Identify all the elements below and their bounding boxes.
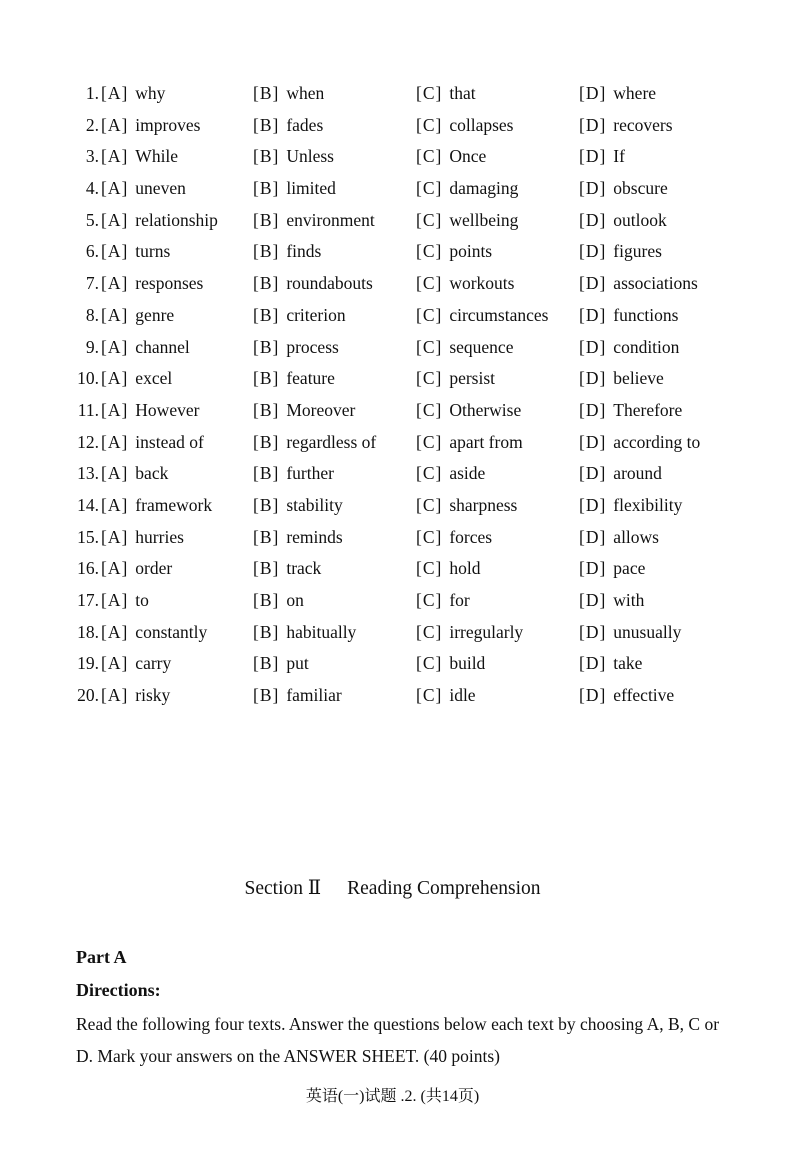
option-letter: [A] [101,146,129,167]
option-b [253,141,334,173]
option-word: where [613,83,657,103]
option-word: carry [135,653,172,674]
option-word: workouts [449,273,515,294]
option-a [101,205,218,237]
option-letter: [B] [253,494,280,515]
option-b [253,490,343,522]
question-number: 2. [85,114,99,135]
option-word: process [286,336,339,357]
option-d [579,617,681,649]
option-word: outlook [613,209,667,230]
option-d [579,490,682,522]
option-a [101,173,186,205]
option-word: to [135,590,149,610]
option-letter: [B] [253,558,280,579]
option-a [101,490,212,522]
question-row [73,78,753,110]
option-b [253,680,342,712]
option-a [101,78,165,110]
option-letter: [D] [579,273,607,294]
option-word: familiar [286,685,342,706]
option-word: genre [135,304,175,325]
option-word: according to [613,431,701,452]
option-a [101,110,200,142]
option-letter: [C] [416,83,443,103]
question-row [73,585,753,617]
option-word: put [286,653,309,674]
question-number: 6. [85,241,99,262]
question-number: 17. [77,590,99,610]
option-d [579,427,700,459]
option-word: limited [286,178,336,199]
option-word: excel [135,368,173,389]
option-word: take [613,653,643,674]
option-letter: [B] [253,526,280,547]
option-word: further [286,463,334,484]
option-letter: [D] [579,114,607,135]
answer-options-list [73,78,753,712]
option-letter: [C] [416,653,443,674]
option-word: collapses [449,114,514,135]
option-letter: [B] [253,463,280,484]
option-c [416,141,486,173]
question-number: 9. [85,336,99,357]
option-b [253,332,339,364]
option-letter: [D] [579,590,607,610]
option-c [416,78,476,110]
option-word: idle [449,685,476,706]
option-letter: [A] [101,114,129,135]
option-word: allows [613,526,659,547]
option-word: irregularly [449,621,524,642]
option-letter: [D] [579,685,607,706]
question-number: 19. [77,653,99,674]
option-word: Once [449,146,487,167]
question-number: 8. [85,304,99,325]
option-a [101,236,170,268]
option-word: obscure [613,178,668,199]
option-word: habitually [286,621,357,642]
option-letter: [B] [253,399,280,420]
question-row [73,141,753,173]
option-c [416,268,514,300]
option-letter: [B] [253,304,280,325]
option-letter: [C] [416,526,443,547]
option-letter: [B] [253,114,280,135]
option-d [579,300,678,332]
option-word: flexibility [613,494,683,515]
option-d [579,648,642,680]
option-word: believe [613,368,664,389]
option-a [101,585,149,617]
option-word: relationship [135,209,218,230]
option-d [579,553,645,585]
option-letter: [C] [416,304,443,325]
option-word: turns [135,241,171,262]
option-letter: [A] [101,304,129,325]
option-letter: [A] [101,463,129,484]
option-word: order [135,558,173,579]
option-letter: [C] [416,431,443,452]
option-c [416,110,513,142]
option-letter: [C] [416,146,443,167]
option-a [101,648,171,680]
option-d [579,585,644,617]
option-c [416,205,518,237]
option-b [253,268,373,300]
question-row [73,553,753,585]
option-letter: [A] [101,653,129,674]
option-letter: [B] [253,83,280,103]
option-letter: [B] [253,621,280,642]
option-word: roundabouts [286,273,373,294]
option-b [253,522,343,554]
option-word: wellbeing [449,209,519,230]
option-letter: [D] [579,399,607,420]
option-letter: [B] [253,431,280,452]
option-word: Unless [286,146,334,167]
option-c [416,236,492,268]
option-word: framework [135,494,213,515]
option-letter: [D] [579,83,607,103]
option-b [253,427,376,459]
option-letter: [A] [101,241,129,262]
option-word: effective [613,685,675,706]
option-word: If [613,146,625,167]
option-word: condition [613,336,680,357]
option-letter: [A] [101,83,129,103]
option-word: hold [449,558,481,579]
option-word: Therefore [613,399,683,420]
option-c [416,648,485,680]
option-c [416,458,485,490]
option-letter: [A] [101,368,129,389]
question-row [73,395,753,427]
option-word: that [449,83,476,103]
option-word: circumstances [449,304,549,325]
question-row [73,173,753,205]
option-d [579,236,662,268]
option-d [579,205,667,237]
option-word: aside [449,463,486,484]
option-word: environment [286,209,375,230]
option-word: sequence [449,336,514,357]
option-letter: [B] [253,653,280,674]
option-letter: [B] [253,273,280,294]
directions-label: Directions: [76,980,161,1000]
option-word: back [135,463,169,484]
question-row [73,363,753,395]
option-letter: [C] [416,399,443,420]
option-word: regardless of [286,431,377,452]
option-letter: [B] [253,178,280,199]
option-word: forces [449,526,493,547]
option-word: for [449,590,470,610]
option-a [101,680,170,712]
page-footer: 英语(一)试题 .2. (共14页) [305,1088,480,1105]
option-word: improves [135,114,201,135]
option-letter: [A] [101,526,129,547]
question-row [73,427,753,459]
option-d [579,395,682,427]
option-word: build [449,653,486,674]
option-word: pace [613,558,646,579]
option-letter: [C] [416,273,443,294]
option-letter: [C] [416,621,443,642]
question-number: 20. [77,685,99,706]
option-letter: [A] [101,431,129,452]
option-a [101,617,207,649]
option-word: instead of [135,431,204,452]
option-letter: [A] [101,273,129,294]
option-letter: [B] [253,336,280,357]
option-letter: [B] [253,241,280,262]
option-word: reminds [286,526,343,547]
option-c [416,585,470,617]
option-word: While [135,146,179,167]
option-letter: [A] [101,621,129,642]
option-letter: [C] [416,241,443,262]
option-d [579,458,662,490]
question-row [73,236,753,268]
option-c [416,427,523,459]
option-letter: [D] [579,431,607,452]
question-number: 12. [77,431,99,452]
option-word: persist [449,368,496,389]
question-row [73,680,753,712]
option-c [416,173,518,205]
option-word: responses [135,273,204,294]
option-letter: [D] [579,653,607,674]
option-letter: [D] [579,241,607,262]
option-word: on [286,590,304,610]
option-letter: [C] [416,114,443,135]
option-d [579,522,659,554]
option-letter: [C] [416,590,443,610]
option-d [579,173,668,205]
question-row [73,110,753,142]
question-number: 11. [77,399,99,420]
option-letter: [A] [101,494,129,515]
option-a [101,268,203,300]
option-b [253,205,375,237]
option-b [253,78,324,110]
option-word: risky [135,685,171,706]
option-c [416,680,476,712]
option-letter: [D] [579,621,607,642]
option-b [253,648,309,680]
option-letter: [C] [416,494,443,515]
option-word: Moreover [286,399,356,420]
option-letter: [A] [101,558,129,579]
question-row [73,300,753,332]
option-letter: [D] [579,463,607,484]
option-c [416,332,513,364]
option-letter: [D] [579,178,607,199]
option-letter: [D] [579,336,607,357]
option-letter: [D] [579,146,607,167]
option-d [579,363,664,395]
option-letter: [D] [579,368,607,389]
question-number: 4. [85,178,99,199]
option-a [101,553,172,585]
question-number: 10. [77,368,99,389]
option-b [253,300,346,332]
option-word: unusually [613,621,682,642]
section-number: Section Ⅱ [244,878,322,899]
option-letter: [C] [416,463,443,484]
option-d [579,680,674,712]
section-title-text: Reading Comprehension [347,878,541,899]
question-number: 1. [85,83,99,103]
option-letter: [A] [101,685,129,706]
option-letter: [A] [101,590,129,610]
question-number: 15. [77,526,99,547]
option-letter: [C] [416,368,443,389]
option-letter: [C] [416,336,443,357]
option-letter: [A] [101,399,129,420]
option-letter: [B] [253,368,280,389]
question-row [73,648,753,680]
option-c [416,395,521,427]
option-word: points [449,241,493,262]
option-b [253,110,323,142]
directions-text: Read the following four texts. Answer the questions below each text by choosing A, B, C or D. Mark your answers on the ANSWER SHEET. (40 points) [76,1014,720,1066]
option-word: sharpness [449,494,518,515]
option-word: figures [613,241,662,262]
option-a [101,522,184,554]
option-c [416,300,548,332]
option-letter: [A] [101,209,129,230]
option-b [253,236,321,268]
question-number: 7. [85,273,99,294]
option-c [416,617,523,649]
option-d [579,332,679,364]
option-d [579,78,656,110]
option-c [416,363,495,395]
part-heading: Part A [76,947,127,967]
question-number: 5. [85,209,99,230]
question-row [73,268,753,300]
option-word: around [613,463,662,484]
option-a [101,458,168,490]
option-b [253,553,321,585]
option-word: feature [286,368,335,389]
option-word: why [135,83,166,103]
question-row [73,617,753,649]
option-b [253,458,334,490]
option-b [253,585,304,617]
option-letter: [D] [579,209,607,230]
option-letter: [D] [579,304,607,325]
option-letter: [A] [101,336,129,357]
option-word: finds [286,241,322,262]
question-row [73,490,753,522]
option-word: uneven [135,178,186,199]
option-word: channel [135,336,190,357]
question-number: 18. [77,621,99,642]
option-word: constantly [135,621,208,642]
option-c [416,490,517,522]
question-number: 14. [77,494,99,515]
option-letter: [B] [253,590,280,610]
question-number: 13. [77,463,99,484]
option-b [253,173,336,205]
option-b [253,395,355,427]
option-letter: [A] [101,178,129,199]
option-a [101,141,178,173]
option-b [253,363,335,395]
option-c [416,553,480,585]
option-a [101,300,174,332]
option-letter: [C] [416,558,443,579]
option-d [579,110,673,142]
option-a [101,427,204,459]
option-letter: [C] [416,209,443,230]
option-d [579,141,625,173]
option-word: track [286,558,322,579]
option-a [101,363,172,395]
option-letter: [B] [253,209,280,230]
option-letter: [D] [579,526,607,547]
option-letter: [B] [253,146,280,167]
option-a [101,395,199,427]
option-word: associations [613,273,698,294]
option-letter: [C] [416,178,443,199]
question-number: 16. [77,558,99,579]
option-word: damaging [449,178,519,199]
option-c [416,522,492,554]
option-d [579,268,698,300]
question-row [73,205,753,237]
option-letter: [D] [579,494,607,515]
option-b [253,617,356,649]
option-word: recovers [613,114,673,135]
option-word: stability [286,494,343,515]
question-number: 3. [85,146,99,167]
option-word: hurries [135,526,184,547]
option-word: functions [613,304,679,325]
question-row [73,332,753,364]
option-word: when [286,83,325,103]
option-letter: [B] [253,685,280,706]
option-a [101,332,190,364]
option-word: criterion [286,304,346,325]
option-word: However [135,399,200,420]
option-word: apart from [449,431,523,452]
option-word: Otherwise [449,399,522,420]
option-word: fades [286,114,324,135]
option-word: with [613,590,645,610]
section-heading [0,876,785,900]
question-row [73,458,753,490]
question-row [73,522,753,554]
option-letter: [D] [579,558,607,579]
option-letter: [C] [416,685,443,706]
